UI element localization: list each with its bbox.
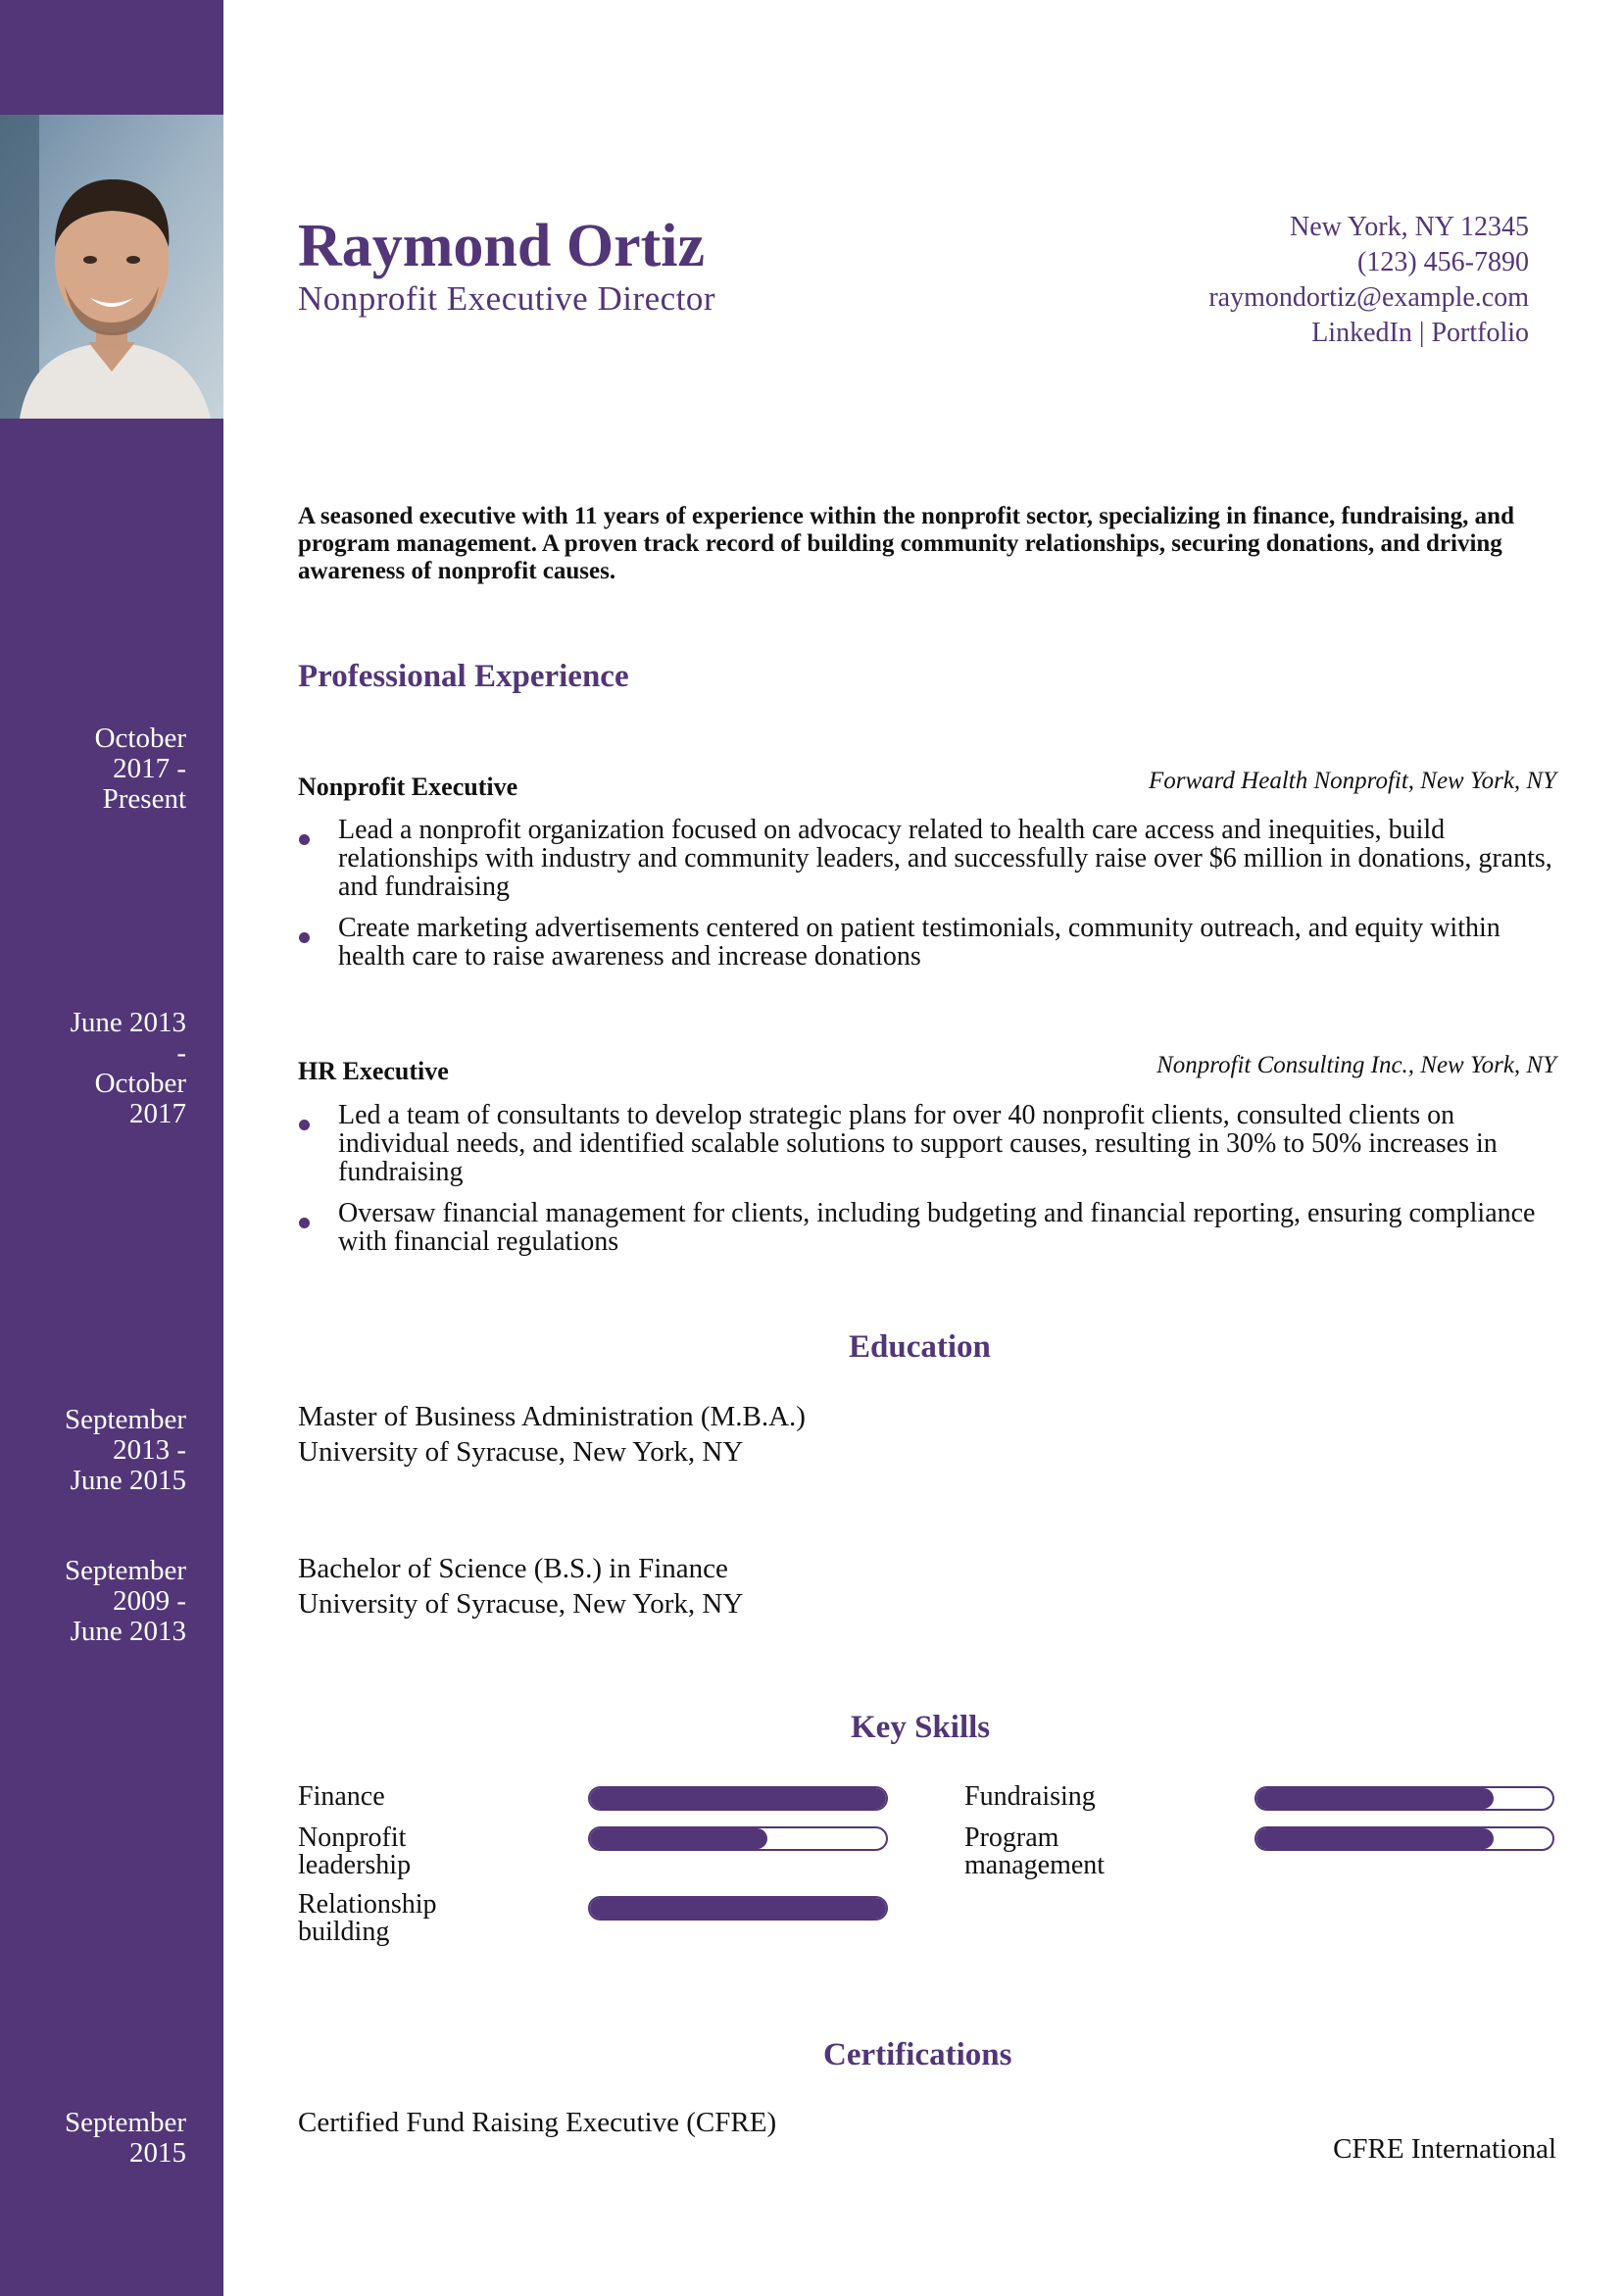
job-2-bullets [298, 1101, 1562, 1269]
bullet-icon [299, 834, 310, 845]
skill-label-program-management: Program management [964, 1822, 1106, 1880]
contact-location: New York, NY 12345 [1290, 212, 1529, 242]
skill-label-nonprofit-leadership: Nonprofit leadership [298, 1822, 412, 1880]
contact-email[interactable]: raymondortiz@example.com [1208, 282, 1529, 313]
section-title-certifications: Certifications [823, 2037, 1012, 2072]
profile-photo [0, 115, 223, 419]
skill-fill [590, 1898, 886, 1919]
education-2-degree: Bachelor of Science (B.S.) in Finance [298, 1553, 728, 1584]
skill-label-fundraising: Fundraising [964, 1781, 1096, 1812]
education-1-school: University of Syracuse, New York, NY [298, 1436, 744, 1468]
skill-fill [1256, 1828, 1494, 1849]
experience-2-dates: June 2013 - October 2017 [70, 1007, 186, 1129]
linkedin-link[interactable]: LinkedIn [1311, 318, 1412, 348]
certification-dates: September 2015 [64, 2107, 186, 2169]
list-item: Led a team of consultants to develop strategic plans for over 40 nonprofit clients, consulted clients on individual needs, and identified scalable solutions to support causes, resulting in 30% to 50% increases in fundraising [298, 1101, 1562, 1186]
bullet-icon [299, 1218, 310, 1228]
skill-bar-fundraising [1254, 1786, 1554, 1811]
section-title-education: Education [849, 1329, 991, 1365]
bullet-icon [299, 932, 310, 943]
contact-info [1208, 210, 1529, 351]
education-1-degree: Master of Business Administration (M.B.A.) [298, 1401, 806, 1432]
education-2-dates: September 2009 - June 2013 [64, 1555, 186, 1647]
education-1 [298, 1399, 806, 1470]
experience-1-dates: October 2017 - Present [94, 723, 186, 815]
summary: A seasoned executive with 11 years of experience within the nonprofit sector, specializing in finance, fundraising, and program management. A proven track record of building community relationships, securing donations, and driving awareness of nonprofit causes. [298, 503, 1514, 584]
skill-label-relationship-building: Relationship building [298, 1889, 437, 1947]
job-2-organization: Nonprofit Consulting Inc., New York, NY [1156, 1052, 1556, 1078]
portfolio-link[interactable]: Portfolio [1431, 318, 1529, 348]
certification-organization: CFRE International [1333, 2133, 1556, 2165]
candidate-name: Raymond Ortiz [298, 213, 706, 279]
skill-bar-nonprofit-leadership [588, 1826, 888, 1851]
bullet-icon [299, 1120, 310, 1130]
skill-label-finance: Finance [298, 1781, 385, 1812]
link-separator: | [1418, 318, 1425, 348]
job-1-title: Nonprofit Executive [298, 773, 518, 801]
contact-phone: (123) 456-7890 [1357, 247, 1529, 277]
section-title-skills: Key Skills [851, 1710, 991, 1745]
job-1-organization: Forward Health Nonprofit, New York, NY [1148, 768, 1556, 794]
skill-bar-finance [588, 1786, 888, 1811]
certification-name: Certified Fund Raising Executive (CFRE) [298, 2107, 777, 2138]
skill-fill [1256, 1788, 1494, 1809]
education-2-school: University of Syracuse, New York, NY [298, 1588, 744, 1620]
education-1-dates: September 2013 - June 2015 [64, 1404, 186, 1496]
job-2-title: HR Executive [298, 1057, 449, 1085]
education-2 [298, 1551, 743, 1622]
profile-photo-icon [0, 115, 223, 419]
list-item: Oversaw financial management for clients, including budgeting and financial reporting, ensuring compliance with financial regulations [298, 1199, 1562, 1256]
job-1-bullets [298, 816, 1562, 983]
list-item: Lead a nonprofit organization focused on advocacy related to health care access and inequities, build relationships with industry and community leaders, and successfully raise over $6 million in donations, grants, and fundraising [298, 816, 1562, 901]
contact-links [1208, 316, 1529, 351]
skill-fill [590, 1828, 767, 1849]
list-item: Create marketing advertisements centered on patient testimonials, community outreach, and equity within health care to raise awareness and increase donations [298, 914, 1562, 971]
skill-bar-program-management [1254, 1826, 1554, 1851]
skill-fill [590, 1788, 886, 1809]
candidate-title: Nonprofit Executive Director [298, 279, 716, 318]
section-title-experience: Professional Experience [298, 659, 629, 694]
skill-bar-relationship-building [588, 1896, 888, 1921]
